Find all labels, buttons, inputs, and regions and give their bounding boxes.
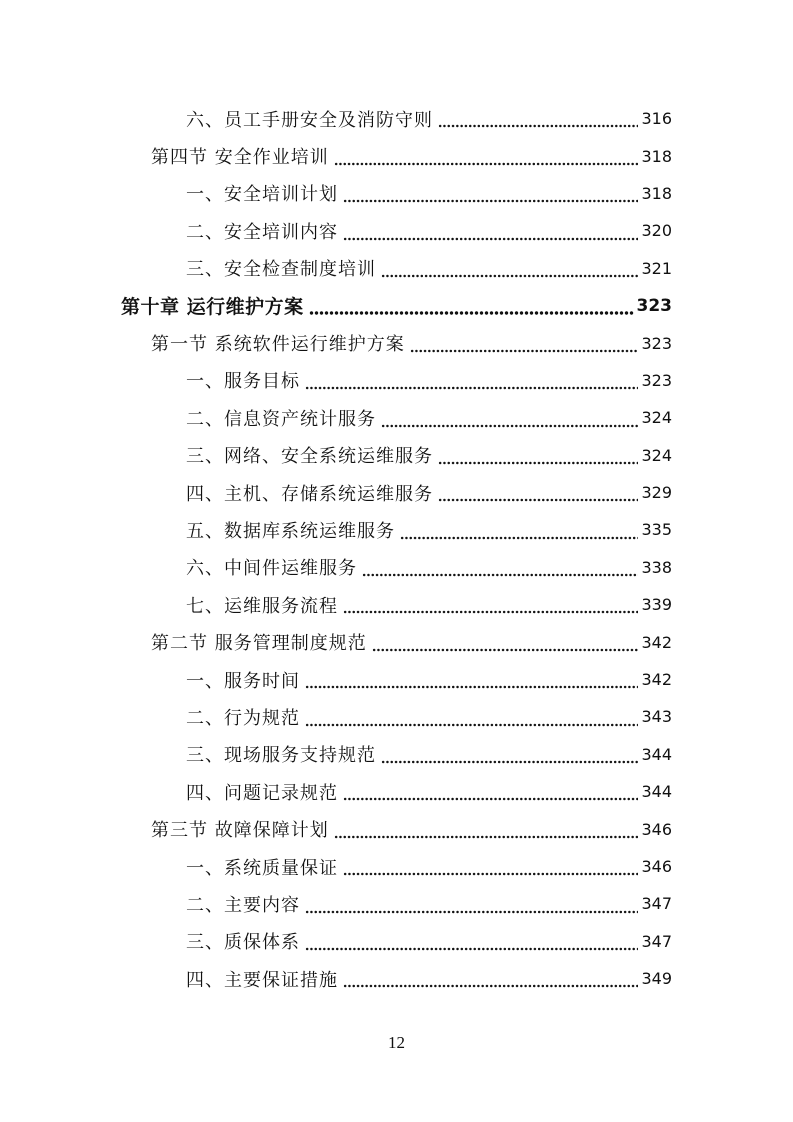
toc-subsection-entry[interactable] bbox=[0, 399, 793, 436]
toc-entry-page: 339 bbox=[641, 595, 672, 615]
toc-subsection-entry[interactable] bbox=[0, 736, 793, 773]
toc-subsection-entry[interactable] bbox=[0, 362, 793, 399]
toc-subsection-entry[interactable] bbox=[0, 661, 793, 698]
toc-entry-page: 347 bbox=[641, 894, 672, 914]
toc-entry-title: 七、运维服务流程 bbox=[186, 595, 338, 617]
toc-entry-page: 346 bbox=[641, 819, 672, 839]
toc-subsection-entry[interactable] bbox=[0, 586, 793, 623]
toc-dot-leader bbox=[343, 785, 638, 801]
toc-entry-title: 三、现场服务支持规范 bbox=[186, 745, 376, 767]
toc-entry-title: 第四节 安全作业培训 bbox=[151, 147, 329, 169]
toc-entry-page: 318 bbox=[641, 146, 672, 166]
toc-entry-title: 一、服务时间 bbox=[186, 670, 300, 692]
toc-entry-title: 第十章 运行维护方案 bbox=[121, 296, 304, 319]
toc-dot-leader bbox=[372, 636, 639, 652]
toc-entry-title: 一、系统质量保证 bbox=[186, 857, 338, 879]
toc-entry-title: 六、员工手册安全及消防守则 bbox=[186, 109, 433, 131]
toc-subsection-entry[interactable] bbox=[0, 437, 793, 474]
toc-dot-leader bbox=[362, 561, 638, 577]
toc-section-entry[interactable] bbox=[0, 137, 793, 174]
toc-subsection-entry[interactable] bbox=[0, 549, 793, 586]
toc-subsection-entry[interactable] bbox=[0, 511, 793, 548]
toc-entry-title: 第二节 服务管理制度规范 bbox=[151, 633, 367, 655]
toc-subsection-entry[interactable] bbox=[0, 698, 793, 735]
toc-dot-leader bbox=[305, 673, 638, 689]
toc-dot-leader bbox=[343, 972, 638, 988]
toc-section-entry[interactable] bbox=[0, 324, 793, 361]
toc-entry-title: 五、数据库系统运维服务 bbox=[186, 520, 395, 542]
toc-entry-page: 321 bbox=[641, 258, 672, 278]
toc-dot-leader bbox=[343, 598, 638, 614]
toc-entry-page: 318 bbox=[641, 183, 672, 203]
toc-entry-title: 四、主要保证措施 bbox=[186, 969, 338, 991]
toc-entry-title: 三、质保体系 bbox=[186, 932, 300, 954]
page-number: 12 bbox=[388, 1033, 405, 1052]
toc-dot-leader bbox=[334, 150, 639, 166]
toc-dot-leader bbox=[305, 935, 638, 951]
toc-dot-leader bbox=[305, 898, 638, 914]
toc-subsection-entry[interactable] bbox=[0, 250, 793, 287]
toc-entry-page: 346 bbox=[641, 857, 672, 876]
toc-subsection-entry[interactable] bbox=[0, 885, 793, 922]
toc-dot-leader bbox=[343, 187, 638, 203]
toc-entry-title: 四、问题记录规范 bbox=[186, 782, 338, 804]
toc-entry-page: 323 bbox=[641, 333, 672, 353]
toc-entry-title: 二、安全培训内容 bbox=[186, 221, 338, 243]
toc-entry-page: 329 bbox=[641, 483, 672, 503]
toc-subsection-entry[interactable] bbox=[0, 960, 793, 997]
toc-subsection-entry[interactable] bbox=[0, 923, 793, 960]
toc-dot-leader bbox=[410, 337, 639, 353]
toc-entry-title: 第三节 故障保障计划 bbox=[151, 820, 329, 842]
toc-section-entry[interactable] bbox=[0, 810, 793, 847]
toc-entry-page: 344 bbox=[641, 744, 672, 764]
toc-entry-page: 342 bbox=[641, 670, 672, 690]
toc-entry-page: 324 bbox=[641, 408, 672, 428]
toc-entry-title: 六、中间件运维服务 bbox=[186, 558, 357, 580]
toc-dot-leader bbox=[343, 860, 638, 876]
toc-entry-page: 343 bbox=[641, 707, 672, 727]
toc-dot-leader bbox=[438, 112, 638, 128]
toc-entry-page: 342 bbox=[641, 632, 672, 652]
toc-subsection-entry[interactable] bbox=[0, 100, 793, 137]
toc-entry-title: 三、网络、安全系统运维服务 bbox=[186, 446, 433, 468]
table-of-contents bbox=[0, 100, 793, 997]
toc-entry-page: 316 bbox=[641, 109, 672, 129]
toc-subsection-entry[interactable] bbox=[0, 175, 793, 212]
toc-entry-page: 344 bbox=[641, 782, 672, 802]
toc-dot-leader bbox=[381, 412, 638, 428]
toc-entry-title: 四、主机、存储系统运维服务 bbox=[186, 483, 433, 505]
toc-dot-leader bbox=[381, 262, 638, 278]
toc-entry-title: 二、主要内容 bbox=[186, 894, 300, 916]
toc-entry-page: 338 bbox=[641, 557, 672, 577]
toc-dot-leader bbox=[400, 524, 638, 540]
toc-section-entry[interactable] bbox=[0, 623, 793, 660]
toc-entry-page: 335 bbox=[641, 520, 672, 540]
toc-dot-leader bbox=[309, 299, 634, 315]
toc-dot-leader bbox=[305, 374, 638, 390]
toc-chapter-entry[interactable] bbox=[0, 287, 793, 324]
toc-entry-page: 349 bbox=[641, 969, 672, 989]
toc-dot-leader bbox=[438, 449, 638, 465]
toc-subsection-entry[interactable] bbox=[0, 212, 793, 249]
toc-subsection-entry[interactable] bbox=[0, 773, 793, 810]
toc-dot-leader bbox=[381, 748, 638, 764]
toc-subsection-entry[interactable] bbox=[0, 848, 793, 885]
toc-entry-title: 第一节 系统软件运行维护方案 bbox=[151, 334, 405, 356]
toc-entry-page: 320 bbox=[641, 221, 672, 241]
toc-entry-title: 二、行为规范 bbox=[186, 707, 300, 729]
toc-entry-page: 323 bbox=[636, 295, 672, 316]
toc-subsection-entry[interactable] bbox=[0, 474, 793, 511]
toc-entry-title: 三、安全检查制度培训 bbox=[186, 259, 376, 281]
toc-dot-leader bbox=[438, 486, 638, 502]
toc-entry-title: 一、安全培训计划 bbox=[186, 184, 338, 206]
toc-entry-page: 324 bbox=[641, 445, 672, 465]
toc-dot-leader bbox=[343, 225, 638, 241]
toc-dot-leader bbox=[334, 823, 639, 839]
toc-entry-title: 二、信息资产统计服务 bbox=[186, 408, 376, 430]
toc-entry-page: 323 bbox=[641, 370, 672, 390]
toc-entry-title: 一、服务目标 bbox=[186, 371, 300, 393]
toc-dot-leader bbox=[305, 711, 638, 727]
toc-entry-page: 347 bbox=[641, 931, 672, 951]
